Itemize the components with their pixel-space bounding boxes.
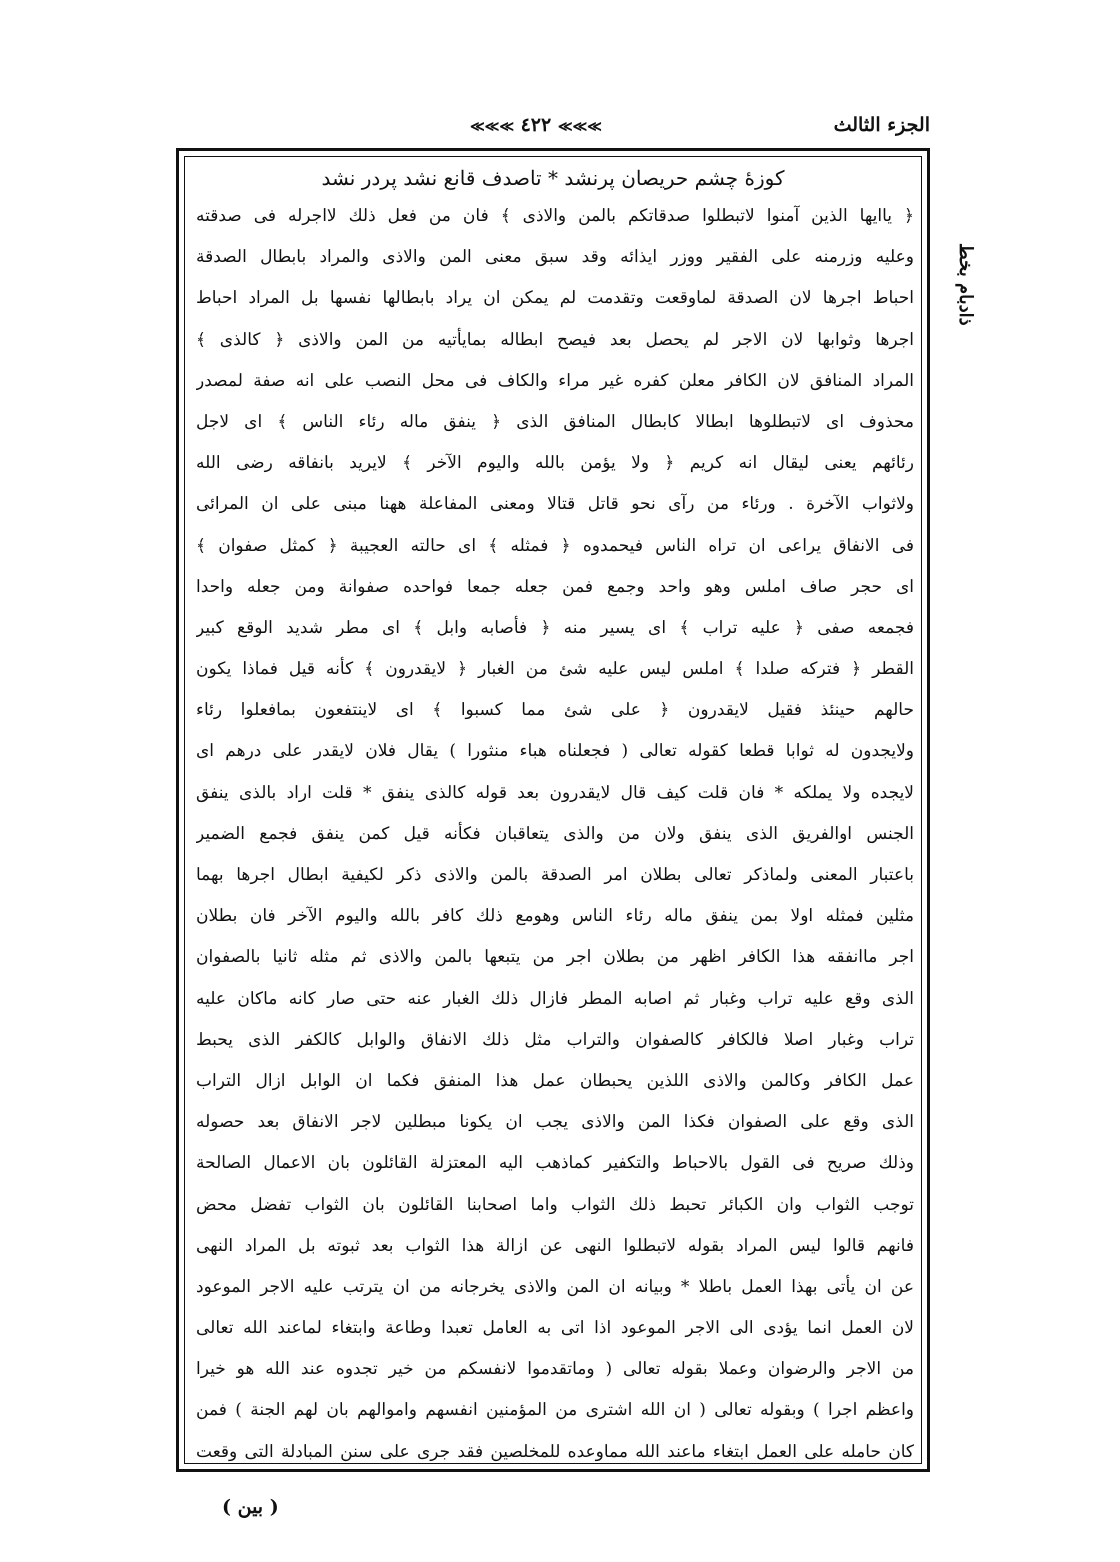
ornament-right: ≫≫≫: [470, 119, 514, 135]
text-line: من الاجر والرضوان وعملا بقوله تعالى ( وماتقدموا لانفسكم من خير تجدوه عند الله هو خيرا: [196, 1359, 914, 1380]
text-line: الذى وقع عليه تراب وغبار ثم اصابه المطر فازال ذلك الغبار عنه حتى صار كانه ماكان عليه: [196, 988, 914, 1009]
text-line: عن ان يأتى بهذا العمل باطلا * وبيانه ان المن والاذى يخرجانه من ان يترتب عليه الاجر الموعود: [196, 1276, 914, 1297]
text-line: وعليه وزرمنه على الفقير ووزر ايذائه وقد سبق معنى المن والاذى والمراد بابطال الصدقة: [196, 247, 914, 268]
text-line: محذوف اى لاتبطلوها ابطالا كابطال المنافق الذى ﴿ ينفق ماله رئاء الناس ﴾ اى لاجل: [196, 411, 914, 432]
text-line: ولايجدون له ثوابا قطعا كقوله تعالى ( فجعلناه هباء منثورا ) يقال فلان لايقدر على درهم اى: [196, 741, 914, 762]
text-line: ﴿ ياايها الذين آمنوا لاتبطلوا صدقاتكم بالمن والاذى ﴾ فان من فعل ذلك لااجرله فى صدقته: [196, 206, 914, 226]
text-line: باعتبار المعنى ولماذكر تعالى بطلان امر الصدقة بالمن والاذى ذكر لكيفية ابطال اجرها بهما: [196, 865, 914, 885]
text-line: فى الانفاق يراعى ان تراه الناس فيحمدوه ﴿ فمثله ﴾ اى حالته العجيبة ﴿ كمثل صفوان ﴾: [196, 535, 914, 556]
text-line: اى حجر صاف املس وهو واحد وجمع فمن جعله جمعا فواحده صفوانة ومن جعله واحدا: [196, 576, 914, 597]
page-number: ٤٢٢: [520, 114, 552, 136]
text-line: تراب وغبار اصلا فالكافر كالصفوان والتراب مثل ذلك الانفاق والوابل كالكفر الذى يحبط: [196, 1029, 914, 1050]
text-line: عمل الكافر وكالمن والاذى اللذين يحبطان عمل هذا المنفق فكما ان الوابل ازال التراب: [196, 1070, 914, 1091]
text-line: لايجده ولا يملكه * فان قلت كيف قال لايقدرون بعد قوله كالذى ينفق * قلت اراد بالذى ينفق: [196, 782, 914, 803]
text-line: لان العمل انما يؤدى الى الاجر الموعود اذا اتى به العامل تعبدا وطاعة وابتغاء لماعند الله تعالى: [196, 1318, 914, 1339]
volume-title: الجزء الثالث: [833, 114, 930, 136]
text-line: فانهم قالوا ليس المراد بقوله لاتبطلوا النهى عن ازالة هذا الثواب بعد ثبوته بل المراد النهى: [196, 1235, 914, 1256]
catchword: ( بين ): [222, 1496, 279, 1518]
text-line: المراد المنافق لان الكافر معلن كفره غير مراء والكاف فى محل النصب على انه صفة لمصدر: [196, 370, 914, 391]
text-line: مثلين فمثله اولا بمن ينفق ماله رئاء الناس وهومع ذلك كافر بالله واليوم الآخر فان بطلان: [196, 906, 914, 927]
page-number-block: [470, 114, 602, 136]
text-line: القطر ﴿ فتركه صلدا ﴾ املس ليس عليه شئ من الغبار ﴿ لايقدرون ﴾ كأنه قيل فماذا يكون: [196, 659, 914, 680]
text-line: فجمعه صفى ﴿ عليه تراب ﴾ اى يسير منه ﴿ فأصابه وابل ﴾ اى مطر شديد الوقع كبير: [196, 617, 914, 638]
text-line: وذلك صريح فى القول بالاحباط والتكفير كماذهب اليه المعتزلة القائلون بان الاعمال الصالحة: [196, 1153, 914, 1174]
text-line: ولاثواب الآخرة . ورئاء من رآى نحو قاتل قتالا ومعنى المفاعلة ههنا مبنى على ان المرائى: [196, 494, 914, 515]
text-line: حالهم حينئذ فقيل لايقدرون ﴿ على شئ مما كسبوا ﴾ اى لاينتفعون بمافعلوا رئاء: [196, 700, 914, 721]
text-line: رئائهم يعنى ليقال انه كريم ﴿ ولا يؤمن بالله واليوم الآخر ﴾ لايريد بانفاقه رضى الله: [196, 453, 914, 474]
text-line: احباط اجرها لان الصدقة لماوقعت وتقدمت لم يمكن ان يراد بابطالها نفسها بل المراد احباط: [196, 288, 914, 309]
text-line: الذى وقع على الصفوان فكذا المن والاذى يجب ان يكونا مبطلين لاجر الانفاق بعد حصوله: [196, 1112, 914, 1133]
page-header: [180, 110, 930, 146]
persian-verse: كوزهٔ چشم حريصان پرنشد * تاصدف قانع نشد پردر نشد: [321, 166, 785, 190]
text-line: توجب الثواب وان الكبائر تحبط ذلك الثواب واما اصحابنا القائلون بان الثواب تفضل محض: [196, 1194, 914, 1215]
ornament-left: ≫≫≫: [557, 119, 602, 135]
text-line: كان حامله على العمل ابتغاء ماعند الله مماوعده للمخلصين فقد جرى على سنن المبادلة التى وقعت: [196, 1441, 914, 1462]
text-line: الجنس اوالفريق الذى ينفق ولان من والذى يتعاقبان فكأنه قيل كمن ينفق فجمع الضمير: [196, 823, 914, 844]
main-text: [196, 196, 914, 1473]
margin-note: ذادبام بخط: [955, 243, 976, 326]
text-line: واعظم اجرا ) وبقوله تعالى ( ان الله اشترى من المؤمنين انفسهم واموالهم بان لهم الجنة ) فمن: [196, 1400, 914, 1421]
text-line: اجرها وثوابها لان الاجر لم يحصل بعد فيصح ابطاله بمايأتيه من المن والاذى ﴿ كالذى ﴾: [196, 329, 914, 350]
text-line: اجر ماانفقه هذا الكافر اظهر من بطلان اجر من يتبعها بالمن والاذى ثم مثله ثانيا بالصفوان: [196, 947, 914, 968]
